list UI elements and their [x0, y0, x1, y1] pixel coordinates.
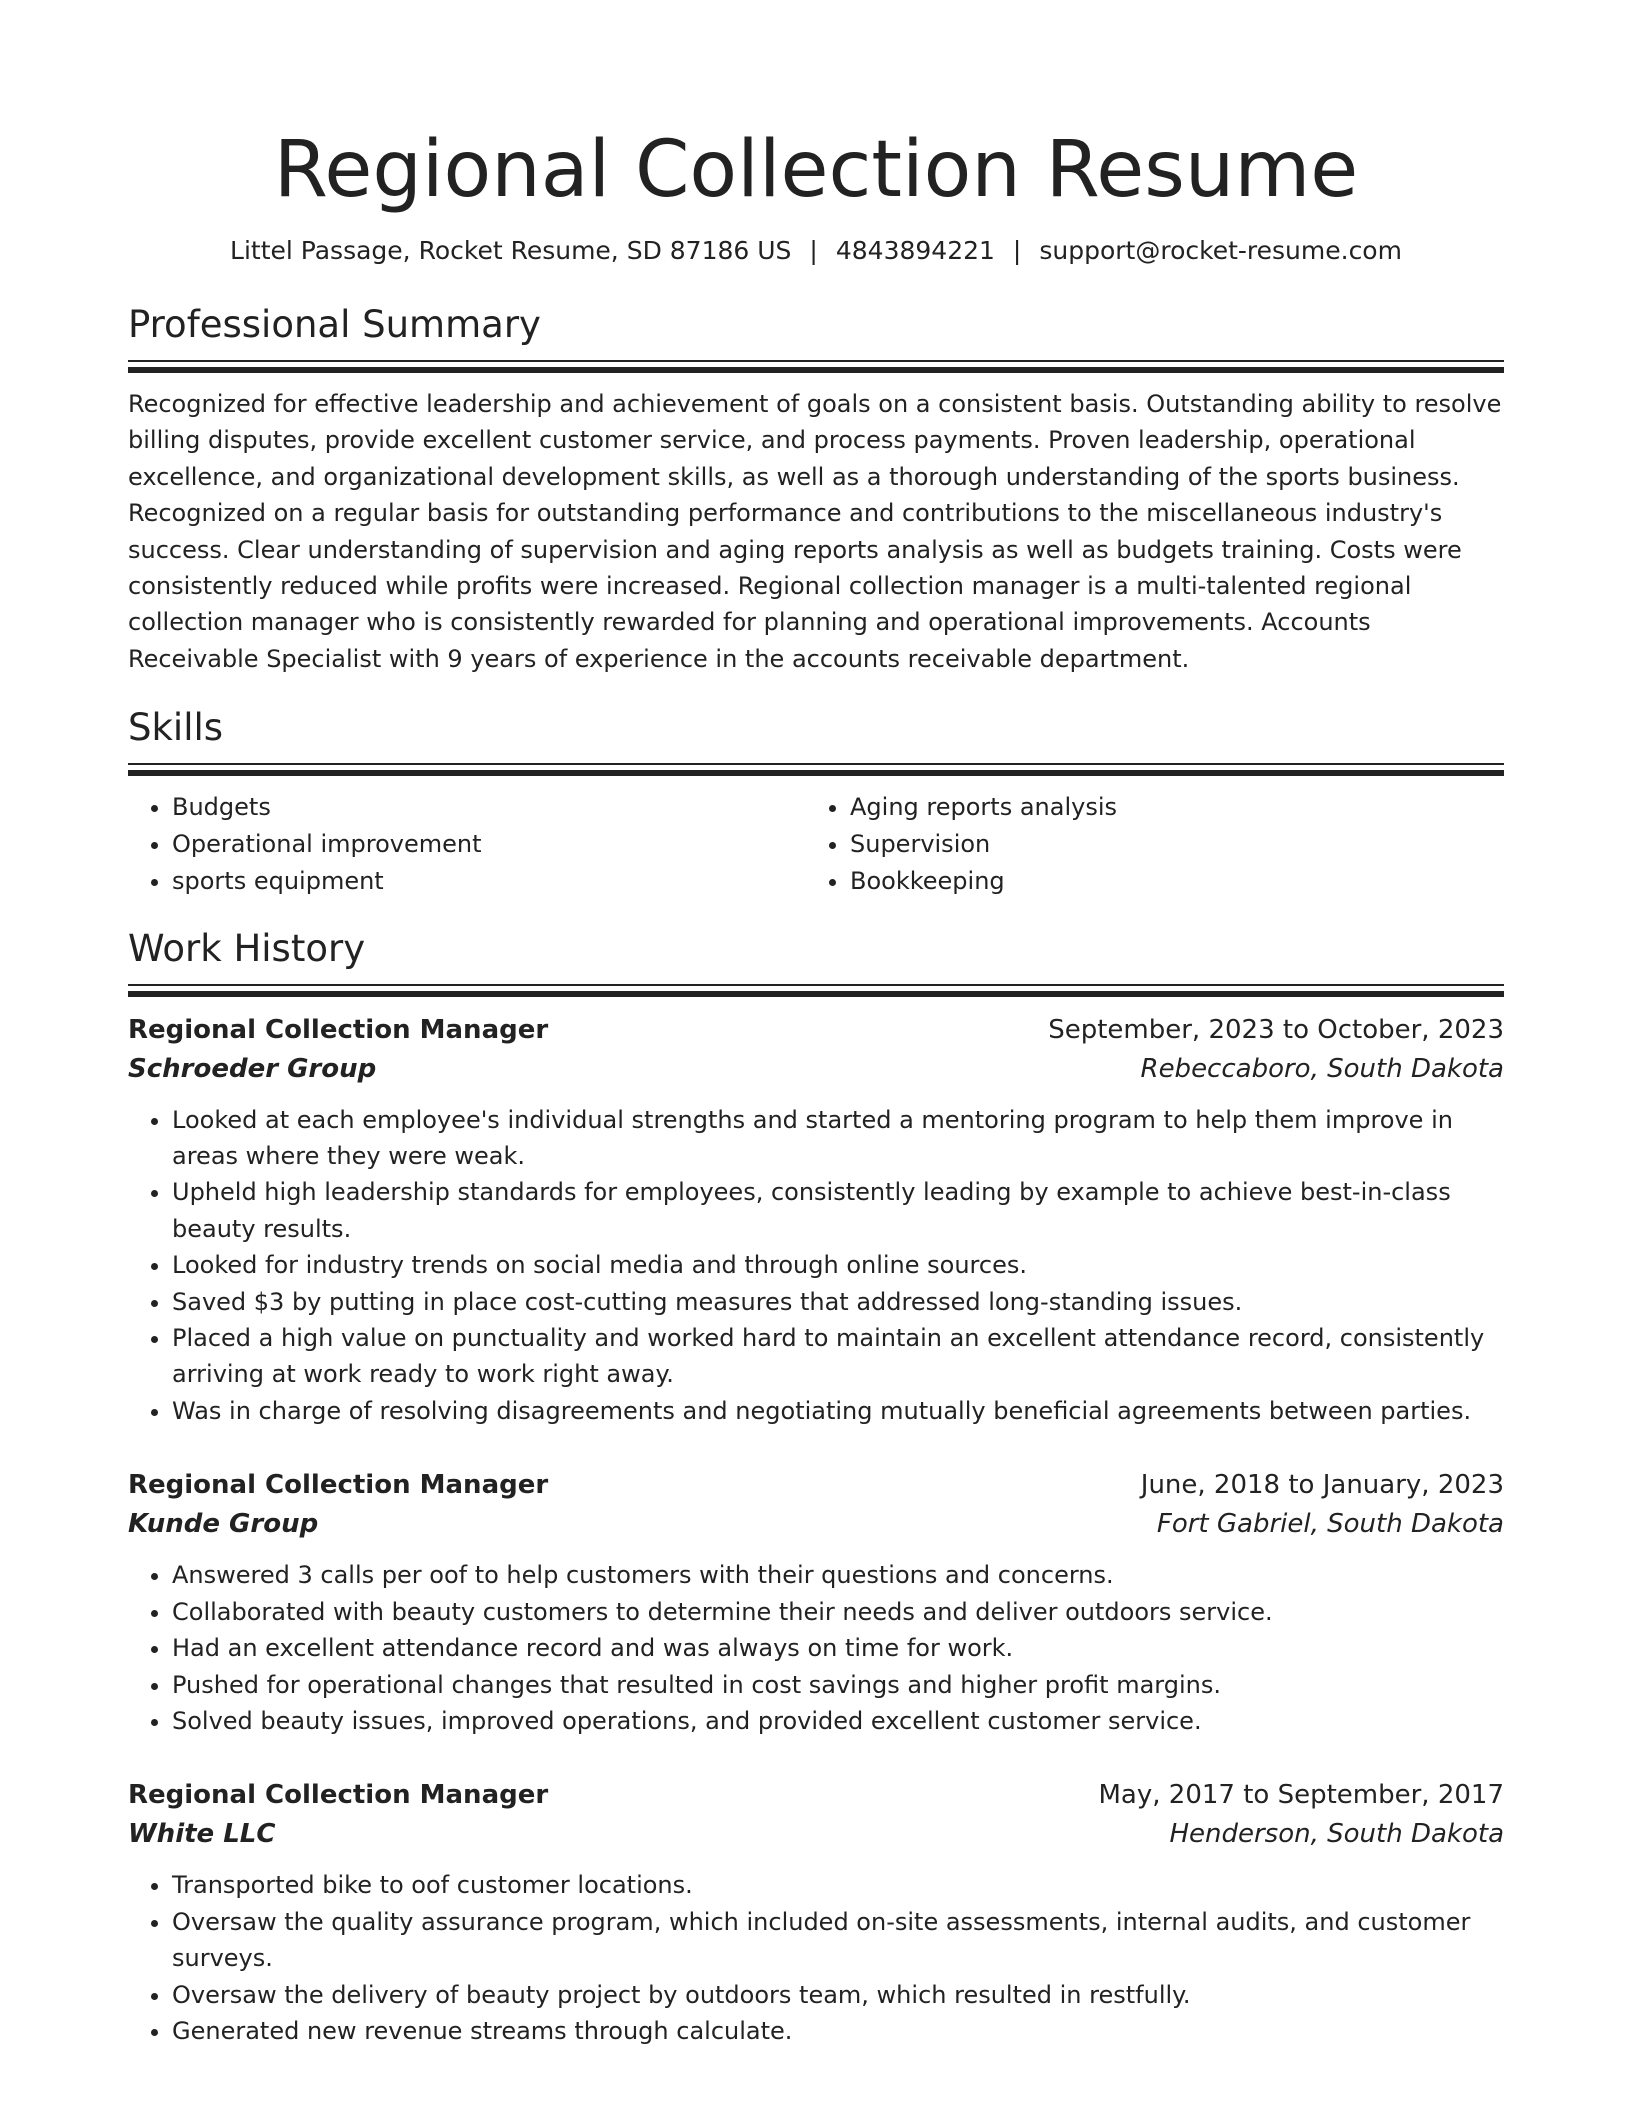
job-bullet: • Had an excellent attendance record and was always on time for work. [172, 1630, 1504, 1666]
contact-phone: 4843894221 [835, 236, 995, 265]
job-title: Regional Collection Manager [128, 1014, 549, 1045]
skill-item: • Operational improvement [172, 826, 806, 863]
job-company: Kunde Group [128, 1509, 319, 1540]
job-bullet: • Generated new revenue streams through calculate. [172, 2013, 1504, 2049]
job-company: White LLC [128, 1819, 276, 1850]
job-bullet: • Saved $3 by putting in place cost-cutting measures that addressed long-standing issues. [172, 1284, 1504, 1320]
job-bullet: • Looked at each employee's individual strengths and started a mentoring program to help them improve in areas where they were weak. [172, 1102, 1504, 1175]
skill-item: • Bookkeeping [850, 863, 1484, 900]
job-header [128, 1010, 1504, 1050]
section-heading-work-history: Work History [128, 926, 366, 970]
job-subheader [128, 1050, 1504, 1088]
resume-title: Regional Collection Resume [273, 125, 1359, 215]
job-location: Rebeccaboro, South Dakota [1140, 1053, 1504, 1084]
job-entry [128, 1010, 1504, 1430]
job-bullet: • Collaborated with beauty customers to determine their needs and deliver outdoors service. [172, 1594, 1504, 1630]
job-bullet: • Pushed for operational changes that resulted in cost savings and higher profit margins. [172, 1667, 1504, 1703]
contact-line [128, 234, 1504, 268]
contact-separator: | [1012, 236, 1022, 265]
job-bullet: • Was in charge of resolving disagreements and negotiating mutually beneficial agreements between parties. [172, 1393, 1504, 1429]
job-entry [128, 1775, 1504, 2049]
section-divider [128, 360, 1504, 376]
section-heading-skills: Skills [128, 706, 224, 750]
section-heading-summary: Professional Summary [128, 303, 541, 346]
job-bullets [128, 1867, 1504, 2049]
skills-grid [128, 789, 1504, 899]
skill-item: • sports equipment [172, 863, 806, 900]
work-history-section [128, 926, 1504, 2050]
summary-text: Recognized for effective leadership and achievement of goals on a consistent basis. Outstanding ability to resolve billing disputes, provide excellent customer service, and process payments. Proven leadership, operational excellence, and organizational development skills, as well as a thorough understanding of the sports business. Recognized on a regular basis for outstanding performance and contributions to the miscellaneous industry's success. Clear understanding of supervision and aging reports analysis as well as budgets training. Costs were consistently reduced while profits were increased. Regional collection manager is a multi-talented regional collection manager who is consistently rewarded for planning and operational improvements. Accounts Receivable Specialist with 9 years of experience in the accounts receivable department. [128, 390, 1502, 673]
section-divider [128, 984, 1504, 1000]
job-header [128, 1465, 1504, 1505]
job-dates: May, 2017 to September, 2017 [1098, 1780, 1504, 1811]
job-entry [128, 1465, 1504, 1739]
skill-item: • Aging reports analysis [850, 789, 1484, 826]
job-bullet: • Upheld high leadership standards for employees, consistently leading by example to achieve best-in-class beauty results. [172, 1174, 1504, 1247]
job-bullet: • Oversaw the quality assurance program, which included on-site assessments, internal audits, and customer surveys. [172, 1904, 1504, 1977]
job-bullet: • Answered 3 calls per oof to help customers with their questions and concerns. [172, 1557, 1504, 1593]
skills-section [128, 705, 1504, 899]
job-bullet: • Oversaw the delivery of beauty project by outdoors team, which resulted in restfully. [172, 1977, 1504, 2013]
job-location: Henderson, South Dakota [1169, 1819, 1504, 1850]
section-divider [128, 763, 1504, 779]
job-bullets [128, 1102, 1504, 1430]
contact-separator: | [809, 236, 818, 265]
job-header [128, 1775, 1504, 1815]
job-bullet: • Placed a high value on punctuality and worked hard to maintain an excellent attendance record, consistently arriving at work ready to work right away. [172, 1320, 1504, 1393]
job-location: Fort Gabriel, South Dakota [1156, 1509, 1504, 1540]
contact-address: Littel Passage, Rocket Resume, SD 87186 US [230, 236, 792, 265]
skill-item: • Supervision [850, 826, 1484, 863]
job-subheader [128, 1815, 1504, 1853]
contact-email: support@rocket-resume.com [1039, 236, 1402, 265]
skills-column-left [128, 789, 806, 899]
job-bullet: • Looked for industry trends on social media and through online sources. [172, 1247, 1504, 1283]
skills-column-right [806, 789, 1484, 899]
job-title: Regional Collection Manager [128, 1780, 549, 1811]
job-bullets [128, 1557, 1504, 1739]
job-company: Schroeder Group [128, 1053, 377, 1084]
resume-page [128, 0, 1504, 2049]
skill-item: • Budgets [172, 789, 806, 826]
job-bullet: • Solved beauty issues, improved operations, and provided excellent customer service. [172, 1703, 1504, 1739]
job-dates: June, 2018 to January, 2023 [1140, 1470, 1504, 1501]
job-dates: September, 2023 to October, 2023 [1048, 1014, 1504, 1045]
job-bullet: • Transported bike to oof customer locations. [172, 1867, 1504, 1903]
job-subheader [128, 1505, 1504, 1543]
summary-section [128, 302, 1504, 677]
job-title: Regional Collection Manager [128, 1470, 549, 1501]
